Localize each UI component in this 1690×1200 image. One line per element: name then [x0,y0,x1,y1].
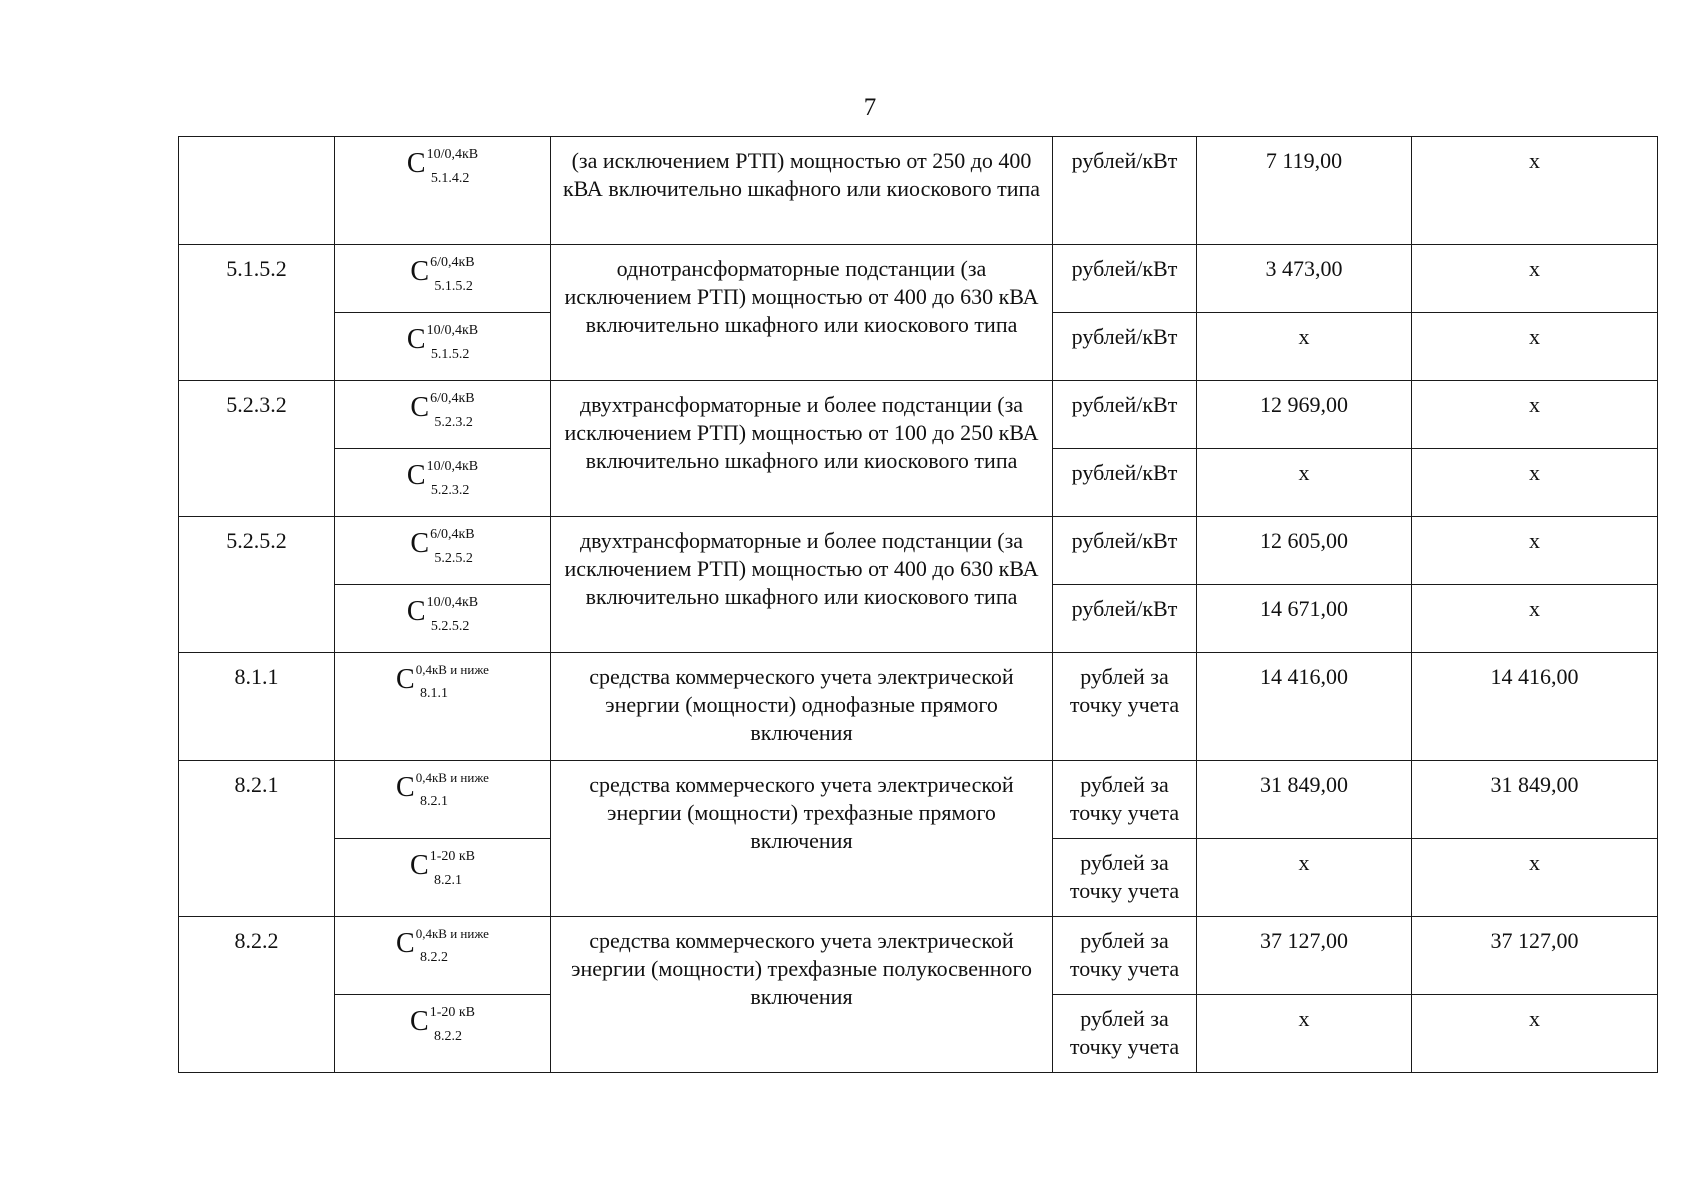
row-description: двухтрансформаторные и более подстанции (за исключением РТП) мощностью от 100 до 250 кВА включительно шкафного или киоскового типа [551,381,1053,517]
tariff-table [178,136,1658,1073]
rate-value-1: 12 605,00 [1197,517,1412,585]
rate-value-1: x [1197,449,1412,517]
table-row [179,245,1658,313]
rate-symbol: $C^{6/0,4кВ}$ 5.2.3.2 [335,381,551,449]
rate-unit: рублей за точку учета [1053,995,1197,1073]
rate-value-2: x [1412,137,1658,245]
rate-value-2: x [1412,839,1658,917]
rate-unit: рублей/кВт [1053,313,1197,381]
rate-symbol: $C^{10/0,4кВ}$ 5.1.4.2 [335,137,551,245]
rate-value-1: 12 969,00 [1197,381,1412,449]
rate-value-2: x [1412,585,1658,653]
rate-unit: рублей/кВт [1053,137,1197,245]
row-code: 8.2.1 [179,761,335,917]
row-description: средства коммерческого учета электрической энергии (мощности) однофазные прямого включения [551,653,1053,761]
rate-symbol: $C^{10/0,4кВ}$ 5.1.5.2 [335,313,551,381]
row-code: 5.1.5.2 [179,245,335,381]
row-description: двухтрансформаторные и более подстанции (за исключением РТП) мощностью от 400 до 630 кВА включительно шкафного или киоскового типа [551,517,1053,653]
rate-unit: рублей за точку учета [1053,839,1197,917]
table-row [179,517,1658,585]
rate-symbol: $C^{0,4кВ и ниже}$ 8.2.2 [335,917,551,995]
rate-value-2: x [1412,995,1658,1073]
rate-value-1: 7 119,00 [1197,137,1412,245]
rate-value-1: 14 671,00 [1197,585,1412,653]
rate-value-2: x [1412,517,1658,585]
rate-unit: рублей/кВт [1053,449,1197,517]
rate-unit: рублей за точку учета [1053,761,1197,839]
row-code: 5.2.3.2 [179,381,335,517]
rate-value-1: 14 416,00 [1197,653,1412,761]
page-number: 7 [863,94,877,121]
rate-symbol: $C^{0,4кВ и ниже}$ 8.2.1 [335,761,551,839]
rate-value-2: x [1412,313,1658,381]
rate-symbol: $C^{1-20 кВ}$ 8.2.1 [335,839,551,917]
row-description: средства коммерческого учета электрической энергии (мощности) трехфазные полукосвенного включения [551,917,1053,1073]
table-row [179,381,1658,449]
rate-unit: рублей за точку учета [1053,653,1197,761]
rate-unit: рублей/кВт [1053,517,1197,585]
rate-value-2: 37 127,00 [1412,917,1658,995]
rate-symbol: $C^{10/0,4кВ}$ 5.2.5.2 [335,585,551,653]
rate-value-2: 14 416,00 [1412,653,1658,761]
row-code: 8.2.2 [179,917,335,1073]
rate-value-2: x [1412,449,1658,517]
rate-value-1: x [1197,995,1412,1073]
rate-value-1: 3 473,00 [1197,245,1412,313]
table-row [179,137,1658,245]
table-row [179,917,1658,995]
rate-unit: рублей/кВт [1053,245,1197,313]
tariff-table-body [179,137,1658,1073]
rate-unit: рублей/кВт [1053,381,1197,449]
rate-symbol: $C^{0,4кВ и ниже}$ 8.1.1 [335,653,551,761]
row-code [179,137,335,245]
table-row [179,653,1658,761]
rate-value-1: 31 849,00 [1197,761,1412,839]
row-description: однотрансформаторные подстанции (за исключением РТП) мощностью от 400 до 630 кВА включительно шкафного или киоскового типа [551,245,1053,381]
rate-symbol: $C^{6/0,4кВ}$ 5.2.5.2 [335,517,551,585]
rate-value-1: x [1197,313,1412,381]
rate-symbol: $C^{6/0,4кВ}$ 5.1.5.2 [335,245,551,313]
rate-value-2: x [1412,381,1658,449]
rate-value-2: x [1412,245,1658,313]
row-code: 5.2.5.2 [179,517,335,653]
row-description: средства коммерческого учета электрической энергии (мощности) трехфазные прямого включения [551,761,1053,917]
rate-value-2: 31 849,00 [1412,761,1658,839]
rate-value-1: 37 127,00 [1197,917,1412,995]
rate-unit: рублей за точку учета [1053,917,1197,995]
row-code: 8.1.1 [179,653,335,761]
rate-value-1: x [1197,839,1412,917]
rate-unit: рублей/кВт [1053,585,1197,653]
row-description: (за исключением РТП) мощностью от 250 до 400 кВА включительно шкафного или киоскового типа [551,137,1053,245]
rate-symbol: $C^{1-20 кВ}$ 8.2.2 [335,995,551,1073]
table-row [179,761,1658,839]
rate-symbol: $C^{10/0,4кВ}$ 5.2.3.2 [335,449,551,517]
